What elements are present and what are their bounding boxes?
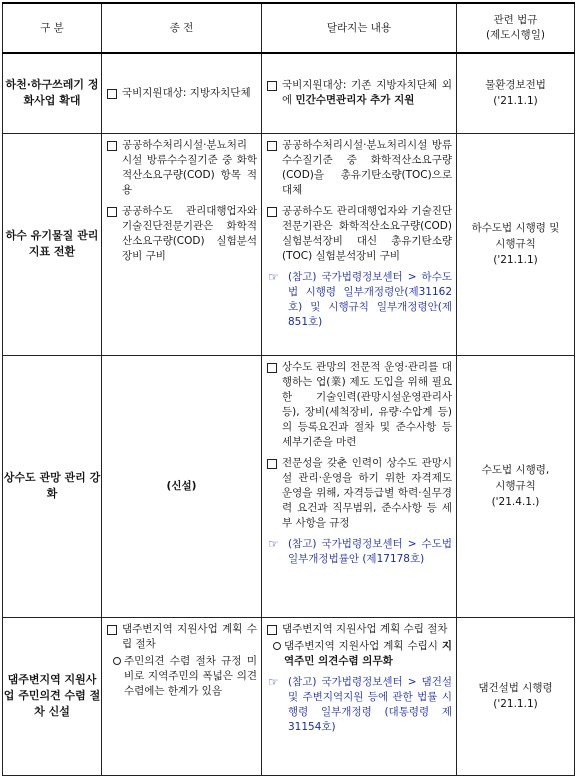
table-row [3,133,575,355]
pointing-hand-icon: ☞ [268,674,279,689]
reference-note: ☞ (참고) 국가법령정보센터 > 하수도법 시행령 일부개정령안(제31162호) 및 시행규칙 일부개정령안(제851호) [268,269,452,328]
square-bullet-icon [107,89,117,99]
table-row [3,617,575,775]
header-law: 관련 법규 (제도시행일) [457,3,575,53]
row-after: 국비지원대상: 기존 지방자치단체 외에 민간수면관리자 추가 지원 [262,53,457,133]
row-before: 댐주변지역 지원사업 계획 수립 절차 주민의견 수렴 절차 규정 미비로 지역주민의 폭넓은 의견수렴에는 한계가 있음 [102,617,262,775]
row-category: 상수도 관망 관리 강화 [3,355,102,617]
square-bullet-icon [107,625,117,635]
square-bullet-icon [107,141,117,151]
square-bullet-icon [267,459,277,469]
header-before: 종 전 [102,3,262,53]
square-bullet-icon [267,81,277,91]
row-law: 물환경보전법 ('21.1.1) [457,53,575,133]
reference-note: ☞ (참고) 국가법령정보센터 > 수도법 일부개정법률안 (제17178호) [268,536,452,565]
row-after: 공공하수처리시설·분뇨처리시설 방류수수질기준 중 화학적산소요구량(COD)을 총유기탄소량(TOC)으로 대체 공공하수도 관리대행업자와 기술진단전문기관은 화학적산소요구량(COD) 실험분석장비 대신 총유기탄소량(TOC) 실험분석장비 구비 ☞ (참고) 국가법령정보센터 > 하수도법 시행령 일부개정령안(제31162호) 및 시행규칙 일부개정령안(제851호) [262,133,457,355]
square-bullet-icon [267,207,277,217]
row-category: 하천·하구쓰레기 정화사업 확대 [3,53,102,133]
square-bullet-icon [107,207,117,217]
square-bullet-icon [267,363,277,373]
table-row [3,53,575,133]
row-category: 댐주변지역 지원사업 주민의견 수렴 절차 신설 [3,617,102,775]
header-category: 구 분 [3,3,102,53]
square-bullet-icon [267,141,277,151]
circle-bullet-icon [113,657,121,665]
row-before: 국비지원대상: 지방자치단체 [102,53,262,133]
square-bullet-icon [267,625,277,635]
pointing-hand-icon: ☞ [268,269,279,284]
regulation-changes-table [2,2,575,776]
row-category: 하수 유기물질 관리지표 전환 [3,133,102,355]
header-after: 달라지는 내용 [262,3,457,53]
row-law: 수도법 시행령, 시행규칙 ('21.4.1.) [457,355,575,617]
row-before: (신설) [102,355,262,617]
table-header-row [3,3,575,53]
row-law: 댐건설법 시행령 ('21.1.1) [457,617,575,775]
row-after: 상수도 관망의 전문적 운영·관리를 대행하는 업(業) 제도 도입을 위해 필요한 기술인력(관망시설운영관리사 등), 장비(세척장비, 유량·수압계 등)의 등록요건과 절차 및 준수사항 등 세부기준을 마련 전문성을 갖춘 인력이 상수도 관망시설 관리·운영을 하기 위한 자격제도 운영을 위해, 자격등급별 학력·실무경력 요건과 직무범위, 준수사항 등 세부 사항을 규정 ☞ (참고) 국가법령정보센터 > 수도법 일부개정법률안 (제17178호) [262,355,457,617]
circle-bullet-icon [273,642,281,650]
row-after: 댐주변지역 지원사업 계획 수립 절차 댐주변지역 지원사업 계획 수립시 지역주민 의견수렴 의무화 ☞ (참고) 국가법령정보센터 > 댐건설 및 주변지역지원 등에 관한 법률 시행령 일부개정령 (대통령령 제31154호) [262,617,457,775]
table-row [3,355,575,617]
reference-note: ☞ (참고) 국가법령정보센터 > 댐건설 및 주변지역지원 등에 관한 법률 시행령 일부개정령 (대통령령 제31154호) [268,674,452,733]
row-before: 공공하수처리시설·분뇨처리시설 방류수수질기준 중 화학적산소요구량(COD) 항목 적용 공공하수도 관리대행업자와 기술진단전문기관은 화학적산소요구량(COD) 실험분석장비 구비 [102,133,262,355]
pointing-hand-icon: ☞ [268,536,279,551]
row-law: 하수도법 시행령 및 시행규칙 ('21.1.1) [457,133,575,355]
